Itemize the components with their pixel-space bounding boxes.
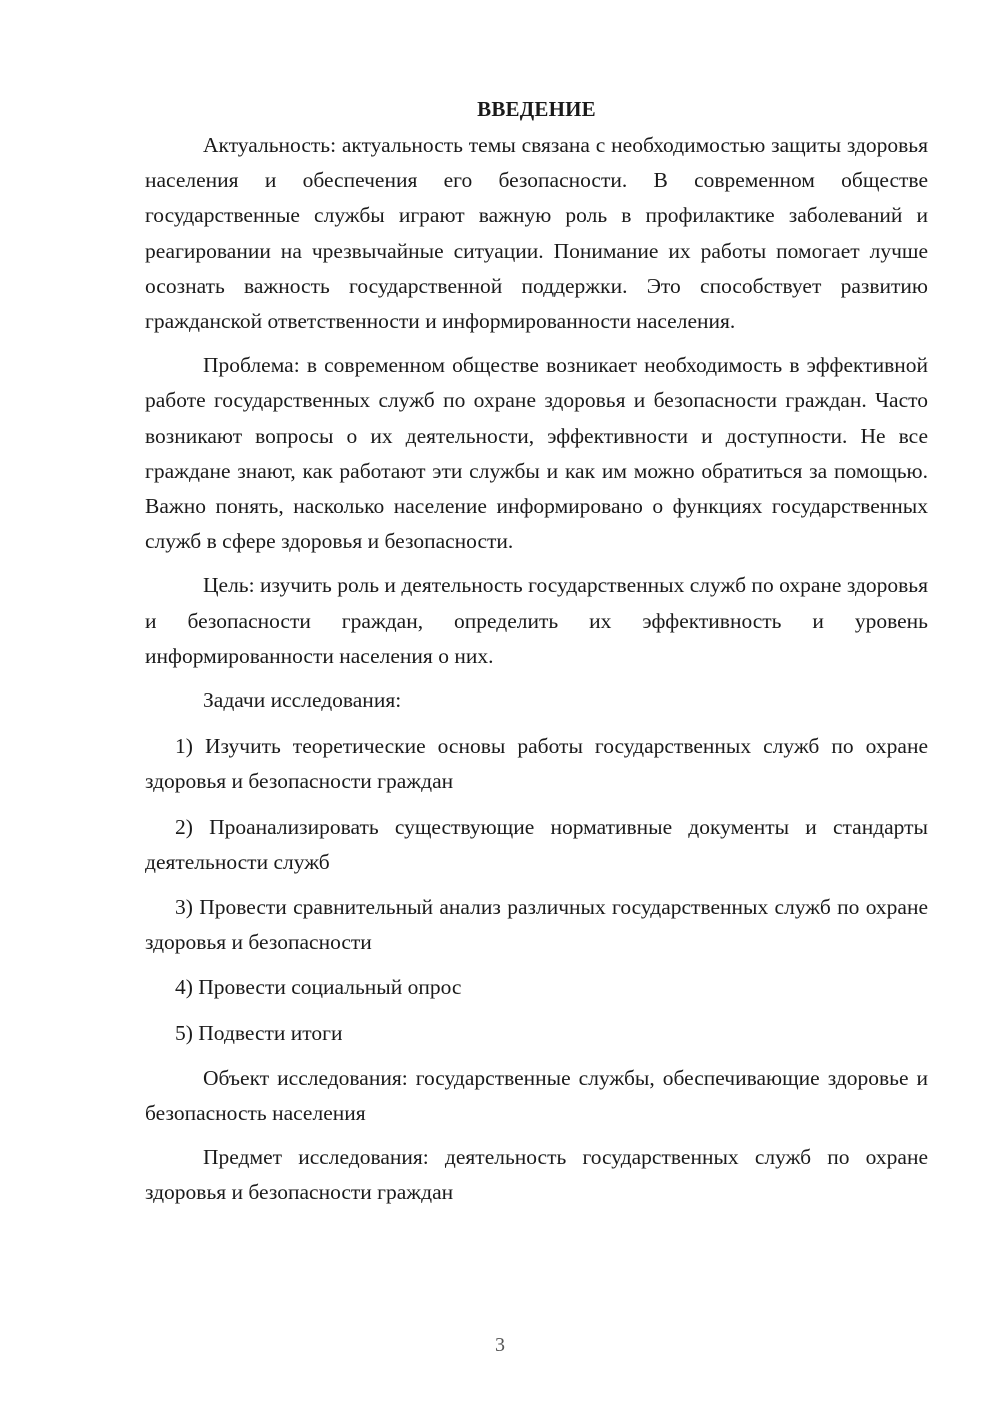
paragraph-object: Объект исследования: государственные службы, обеспечивающие здоровье и безопасность населения bbox=[145, 1065, 928, 1126]
paragraph-relevance: Актуальность: актуальность темы связана с необходимостью защиты здоровья населения и обеспечения его безопасности. В современном обществе государственные службы играют важную роль в профилактике заболеваний и реагировании на чрезвычайные ситуации. Понимание их работы помогает лучше осознать важность государственной поддержки. Это способствует развитию гражданской ответственности и информированности населения. bbox=[145, 133, 928, 334]
task-item: 5) Подвести итоги bbox=[175, 1020, 343, 1045]
task-item: 1) Изучить теоретические основы работы государственных служб по охране здоровья и безопасности граждан bbox=[145, 734, 928, 794]
paragraph-tasks-heading: Задачи исследования: bbox=[203, 688, 402, 713]
task-item: 3) Провести сравнительный анализ различных государственных служб по охране здоровья и безопасности bbox=[145, 895, 928, 955]
task-item: 2) Проанализировать существующие нормативные документы и стандарты деятельности служб bbox=[145, 814, 928, 874]
paragraph-problem: Проблема: в современном обществе возникает необходимость в эффективной работе государственных служб по охране здоровья и безопасности граждан. Часто возникают вопросы о их деятельности, эффективности и доступности. Не все граждане знают, как работают эти службы и как им можно обратиться за помощью. Важно понять, насколько население информировано о функциях государственных служб в сфере здоровья и безопасности. bbox=[145, 353, 928, 554]
paragraph-subject: Предмет исследования: деятельность государственных служб по охране здоровья и безопасности граждан bbox=[145, 1145, 928, 1205]
task-item: 4) Провести социальный опрос bbox=[175, 975, 462, 1000]
task-list bbox=[145, 729, 928, 1051]
page-title: ВВЕДЕНИЕ bbox=[477, 97, 596, 121]
paragraph-goal: Цель: изучить роль и деятельность государственных служб по охране здоровья и безопасности граждан, определить их эффективность и уровень информированности населения о них. bbox=[145, 573, 928, 668]
page-number: 3 bbox=[495, 1334, 505, 1356]
document-page bbox=[145, 92, 928, 1220]
